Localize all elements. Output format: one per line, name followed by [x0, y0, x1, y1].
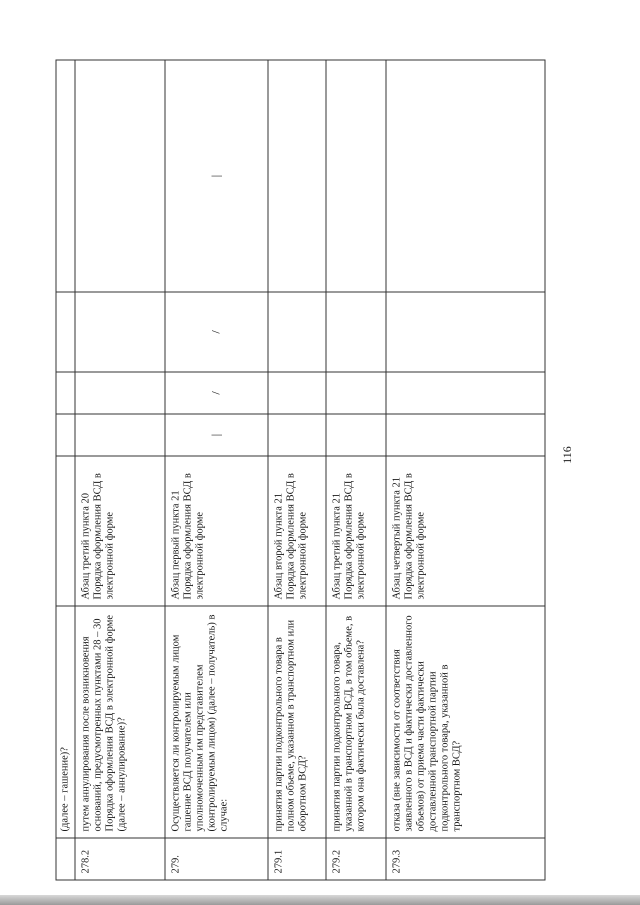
question-cell: принятия партии подконтрольного товара, указанной в транспортном ВСД, в том объеме, в котором она фактически была доставлена? — [326, 606, 386, 838]
row-number — [56, 838, 75, 880]
mark-cell — [268, 292, 326, 372]
mark-cell — [165, 414, 268, 456]
table-row — [75, 60, 165, 880]
mark-cell — [75, 414, 165, 456]
mark-cell — [165, 292, 268, 372]
mark-cell — [386, 60, 545, 292]
mark-cell — [386, 372, 545, 414]
mark-cell — [75, 292, 165, 372]
dash-mark: | — [208, 174, 223, 178]
mark-cell — [75, 60, 165, 292]
mark-cell — [56, 60, 75, 292]
reference-cell: Абзац четвертый пункта 21 Порядка оформления ВСД в электронной форме — [386, 456, 545, 606]
question-cell: Осуществляется ли контролируемым лицом гашение ВСД получателем или уполномоченным им представителем (контролируемым лицом) (далее – получатель) в случае: — [165, 606, 268, 838]
mark-cell — [268, 60, 326, 292]
scan-edge — [0, 895, 640, 905]
mark-cell — [268, 372, 326, 414]
checklist-table — [56, 60, 546, 881]
mark-cell — [326, 292, 386, 372]
mark-cell — [165, 372, 268, 414]
page-number: 116 — [560, 446, 574, 464]
question-cell: принятия партии подконтрольного товара в полном объеме, указанном в транспортном или оборотном ВСД? — [268, 606, 326, 838]
reference-cell: Абзац второй пункта 21 Порядка оформления ВСД в электронной форме — [268, 456, 326, 606]
mark-cell — [386, 292, 545, 372]
row-number: 278.2 — [75, 838, 165, 880]
mark-cell — [165, 60, 268, 292]
question-cell: путем аннулирования после возникновения оснований, предусмотренных пунктами 28 – 30 Порядка оформления ВСД в электронной форме (далее – аннулирование)? — [75, 606, 165, 838]
dash-mark: / — [208, 391, 223, 395]
reference-cell: Абзац третий пункта 20 Порядка оформления ВСД в электронной форме — [75, 456, 165, 606]
table-row — [165, 60, 268, 880]
dash-mark: | — [208, 433, 223, 437]
reference-cell: Абзац третий пункта 21 Порядка оформления ВСД в электронной форме — [326, 456, 386, 606]
row-number: 279.2 — [326, 838, 386, 880]
table-row — [56, 60, 75, 880]
mark-cell — [326, 414, 386, 456]
mark-cell — [75, 372, 165, 414]
row-number: 279.3 — [386, 838, 545, 880]
mark-cell — [56, 292, 75, 372]
mark-cell — [386, 414, 545, 456]
row-number: 279. — [165, 838, 268, 880]
reference-cell — [56, 456, 75, 606]
question-cell: (далее – гашение)? — [56, 606, 75, 838]
table-row — [326, 60, 386, 880]
question-cell: отказа (вне зависимости от соответствия заявленного в ВСД и фактически доставленного объемов) от приема части фактически доставленной транспортной партии подконтрольного товара, указанной в транспортном ВСД? — [386, 606, 545, 838]
row-number: 279.1 — [268, 838, 326, 880]
mark-cell — [56, 414, 75, 456]
mark-cell — [326, 372, 386, 414]
table-row — [386, 60, 545, 880]
reference-cell: Абзац первый пункта 21 Порядка оформления ВСД в электронной форме — [165, 456, 268, 606]
mark-cell — [56, 372, 75, 414]
dash-mark: / — [208, 330, 223, 334]
mark-cell — [268, 414, 326, 456]
table-row — [268, 60, 326, 880]
mark-cell — [326, 60, 386, 292]
